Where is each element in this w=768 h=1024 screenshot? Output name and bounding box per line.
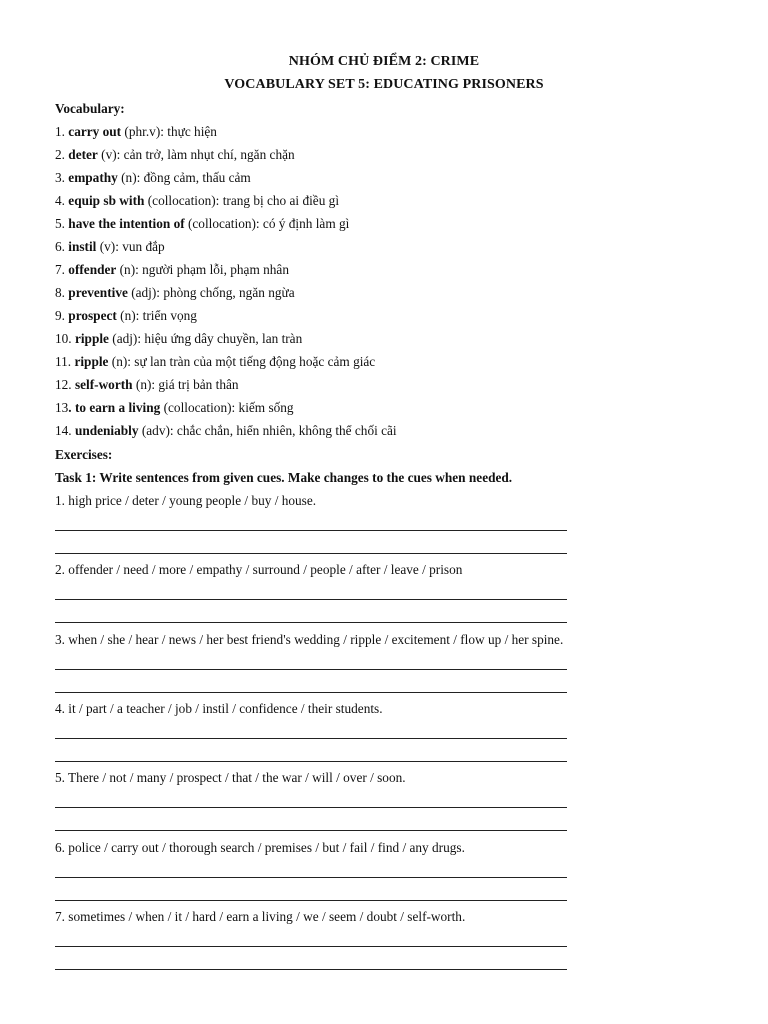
item-definition: (n): người phạm lỗi, phạm nhân <box>116 262 289 277</box>
answer-line[interactable] <box>55 530 567 531</box>
item-definition: (collocation): trang bị cho ai điều gì <box>144 193 340 208</box>
item-definition: (collocation): có ý định làm gì <box>184 216 350 231</box>
item-definition: (adj): hiệu ứng dây chuyền, lan tràn <box>108 331 303 346</box>
item-term: preventive <box>68 285 128 300</box>
item-term: prospect <box>68 308 117 323</box>
item-term: offender <box>68 262 117 277</box>
answer-line[interactable] <box>55 969 567 970</box>
item-number: 14. <box>55 423 75 438</box>
item-number: 7. <box>55 262 69 277</box>
item-definition: (adj): phòng chống, ngăn ngừa <box>127 285 295 300</box>
item-term: equip sb with <box>68 193 145 208</box>
answer-line[interactable] <box>55 830 567 831</box>
answer-line[interactable] <box>55 738 567 739</box>
exercise-cue: 6. police / carry out / thorough search / premises / but / fail / find / any drugs. <box>55 839 465 855</box>
vocabulary-item <box>55 422 397 440</box>
item-definition: (adv): chắc chắn, hiển nhiên, không thể chối cãi <box>138 423 397 438</box>
set-title: VOCABULARY SET 5: EDUCATING PRISONERS <box>224 77 544 92</box>
answer-line[interactable] <box>55 622 567 623</box>
group-title: NHÓM CHỦ ĐIỂM 2: CRIME <box>288 54 480 69</box>
answer-line[interactable] <box>55 877 567 878</box>
answer-line[interactable] <box>55 946 567 947</box>
vocabulary-item <box>55 123 217 141</box>
answer-line[interactable] <box>55 900 567 901</box>
vocabulary-item <box>55 284 295 302</box>
vocabulary-item <box>55 215 349 233</box>
answer-line[interactable] <box>55 807 567 808</box>
exercise-cue: 1. high price / deter / young people / buy / house. <box>55 493 317 508</box>
task1-instruction: Task 1: Write sentences from given cues. Make changes to the cues when needed. <box>55 470 513 485</box>
item-number: 13 <box>55 400 69 415</box>
exercise-cue: 5. There / not / many / prospect / that / the war / will / over / soon. <box>55 770 406 786</box>
item-term: ripple <box>74 331 109 346</box>
item-term: undeniably <box>74 423 139 438</box>
vocabulary-item <box>55 146 295 164</box>
vocabulary-item <box>55 330 302 348</box>
vocabulary-item <box>55 261 289 279</box>
item-number: 12. <box>55 377 75 392</box>
item-definition: (n): đồng cảm, thấu cảm <box>117 170 251 185</box>
item-definition: (v): cản trở, làm nhụt chí, ngăn chặn <box>97 147 295 162</box>
vocabulary-item <box>55 169 251 187</box>
exercise-cue: 4. it / part / a teacher / job / instil / confidence / their students. <box>55 700 383 716</box>
item-definition: (n): triển vọng <box>116 308 197 323</box>
item-number: 11. <box>55 354 75 369</box>
item-definition: (phr.v): thực hiện <box>121 124 217 139</box>
vocabulary-item <box>55 376 239 394</box>
vocabulary-item <box>55 353 375 371</box>
item-term: carry out <box>68 124 122 139</box>
item-term: have the intention of <box>68 216 185 231</box>
item-number: 9. <box>55 308 69 323</box>
item-number: 5. <box>55 216 69 231</box>
item-term: self-worth <box>74 377 133 392</box>
item-term: empathy <box>68 170 118 185</box>
answer-line[interactable] <box>55 669 567 670</box>
exercises-heading: Exercises: <box>55 447 113 462</box>
item-definition: (n): sự lan tràn của một tiếng động hoặc cảm giác <box>108 354 376 369</box>
exercise-cue: 3. when / she / hear / news / her best friend's wedding / ripple / excitement / flow up / her spine. <box>55 631 564 647</box>
item-number: 6. <box>55 239 69 254</box>
vocabulary-heading: Vocabulary: <box>55 101 125 116</box>
vocabulary-item <box>55 399 294 417</box>
item-number: 1. <box>55 124 69 139</box>
item-number: 4. <box>55 193 69 208</box>
answer-line[interactable] <box>55 553 567 554</box>
item-definition: (n): giá trị bản thân <box>132 377 239 392</box>
item-term: instil <box>68 239 97 254</box>
answer-line[interactable] <box>55 692 567 693</box>
vocabulary-item <box>55 307 197 325</box>
item-term: deter <box>68 147 98 162</box>
vocabulary-item <box>55 192 339 210</box>
vocabulary-item <box>55 238 165 256</box>
item-term: ripple <box>74 354 109 369</box>
exercise-cue: 2. offender / need / more / empathy / surround / people / after / leave / prison <box>55 562 463 578</box>
item-definition: (v): vun đắp <box>96 239 165 254</box>
item-number: 8. <box>55 285 69 300</box>
item-term: . to earn a living <box>68 400 161 415</box>
item-definition: (collocation): kiếm sống <box>160 400 294 415</box>
item-number: 10. <box>55 331 75 346</box>
item-number: 2. <box>55 147 69 162</box>
answer-line[interactable] <box>55 761 567 762</box>
answer-line[interactable] <box>55 599 567 600</box>
item-number: 3. <box>55 170 69 185</box>
exercise-cue: 7. sometimes / when / it / hard / earn a living / we / seem / doubt / self-worth. <box>55 908 466 924</box>
